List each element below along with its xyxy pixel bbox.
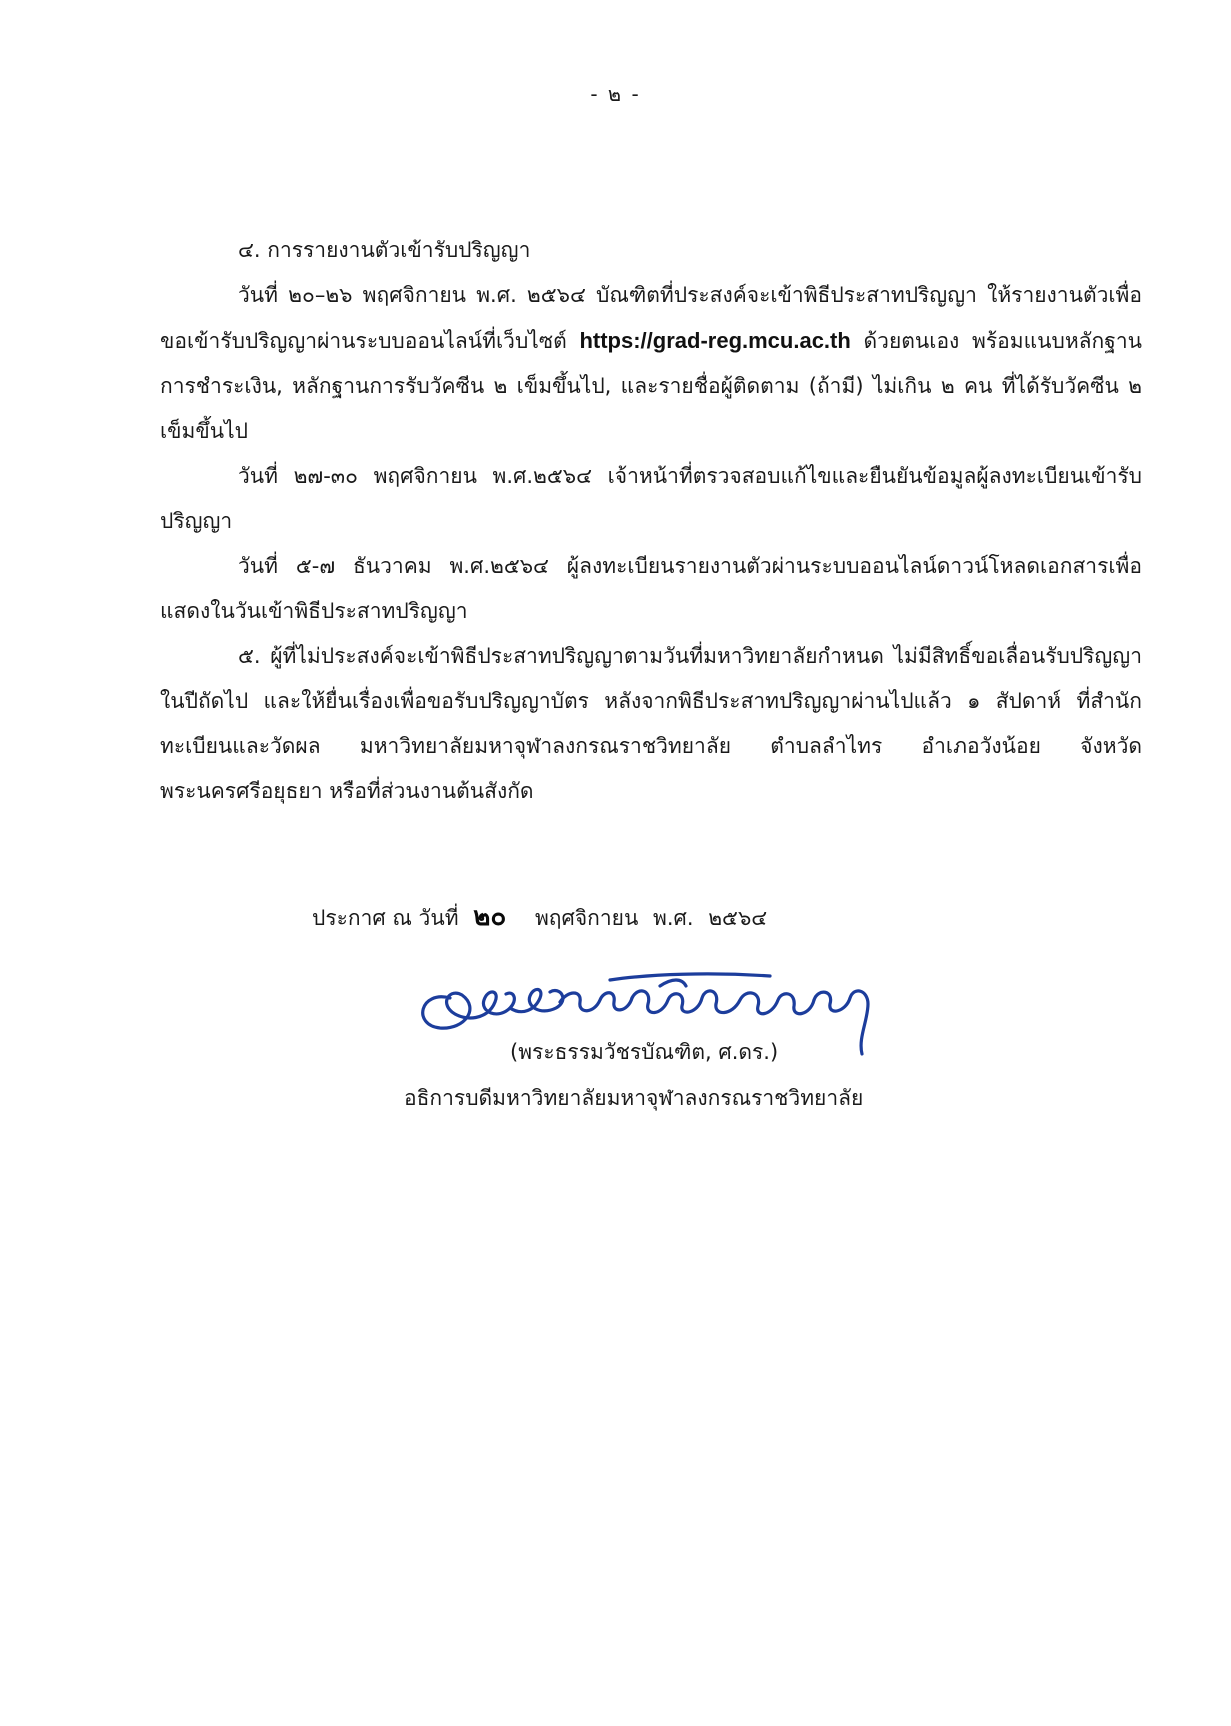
announcement-day: ๒๐: [473, 902, 507, 932]
registration-url-link[interactable]: https://grad-reg.mcu.ac.th: [579, 328, 851, 353]
section-4-heading: ๔. การรายงานตัวเข้ารับปริญญา: [238, 238, 531, 262]
section-4-paragraph-1-tail: ด้วยตนเอง พร้อมแนบหลักฐานการชำระเงิน, หลักฐานการรับวัคซีน ๒ เข็มขึ้นไป, และรายชื่อผู้ติดตาม (ถ้ามี) ไม่เกิน ๒ คน ที่ได้รับวัคซีน ๒ เข็มขึ้นไป: [160, 329, 1142, 443]
signer-name: (พระธรรมวัชรบัณฑิต, ศ.ดร.): [510, 1040, 779, 1064]
announcement-date-line: [312, 896, 775, 937]
section-4-paragraph-3: วันที่ ๕-๗ ธันวาคม พ.ศ.๒๕๖๔ ผู้ลงทะเบียนรายงานตัวผ่านระบบออนไลน์ดาวน์โหลดเอกสารเพื่อแสดงในวันเข้าพิธีประสาทปริญญา: [160, 554, 1142, 623]
document-body: [160, 228, 1142, 814]
announcement-month: พฤศจิกายน: [534, 906, 639, 930]
announcement-era: พ.ศ.: [653, 906, 694, 930]
section-4-paragraph-1: [160, 273, 1142, 454]
section-5-paragraph: ๕. ผู้ที่ไม่ประสงค์จะเข้าพิธีประสาทปริญญาตามวันที่มหาวิทยาลัยกำหนด ไม่มีสิทธิ์ขอเลื่อนรับปริญญาในปีถัดไป และให้ยื่นเรื่องเพื่อขอรับปริญญาบัตร หลังจากพิธีประสาทปริญญาผ่านไปแล้ว ๑ สัปดาห์ ที่สำนักทะเบียนและวัดผล มหาวิทยาลัยมหาจุฬาลงกรณราชวิทยาลัย ตำบลลำไทร อำเภอวังน้อย จังหวัดพระนครศรีอยุธยา หรือที่ส่วนงานต้นสังกัด: [160, 644, 1142, 803]
page-number: - ๒ -: [590, 82, 641, 106]
section-4-paragraph-1-lead: วันที่ ๒๐–๒๖ พฤศจิกายน พ.ศ. ๒๕๖๔ บัณฑิตที่ประสงค์จะเข้าพิธีประสาทปริญญา ให้รายงานตัวเพื่อขอเข้ารับปริญญาผ่านระบบออนไลน์ที่เว็บไซต์: [160, 283, 1142, 353]
signer-title: อธิการบดีมหาวิทยาลัยมหาจุฬาลงกรณราชวิทยาลัย: [404, 1086, 864, 1110]
announcement-year: ๒๕๖๔: [708, 906, 768, 930]
section-4-paragraph-2: วันที่ ๒๗-๓๐ พฤศจิกายน พ.ศ.๒๕๖๔ เจ้าหน้าที่ตรวจสอบแก้ไขและยืนยันข้อมูลผู้ลงทะเบียนเข้ารับปริญญา: [160, 464, 1142, 533]
announcement-prefix: ประกาศ ณ วันที่: [312, 906, 459, 930]
